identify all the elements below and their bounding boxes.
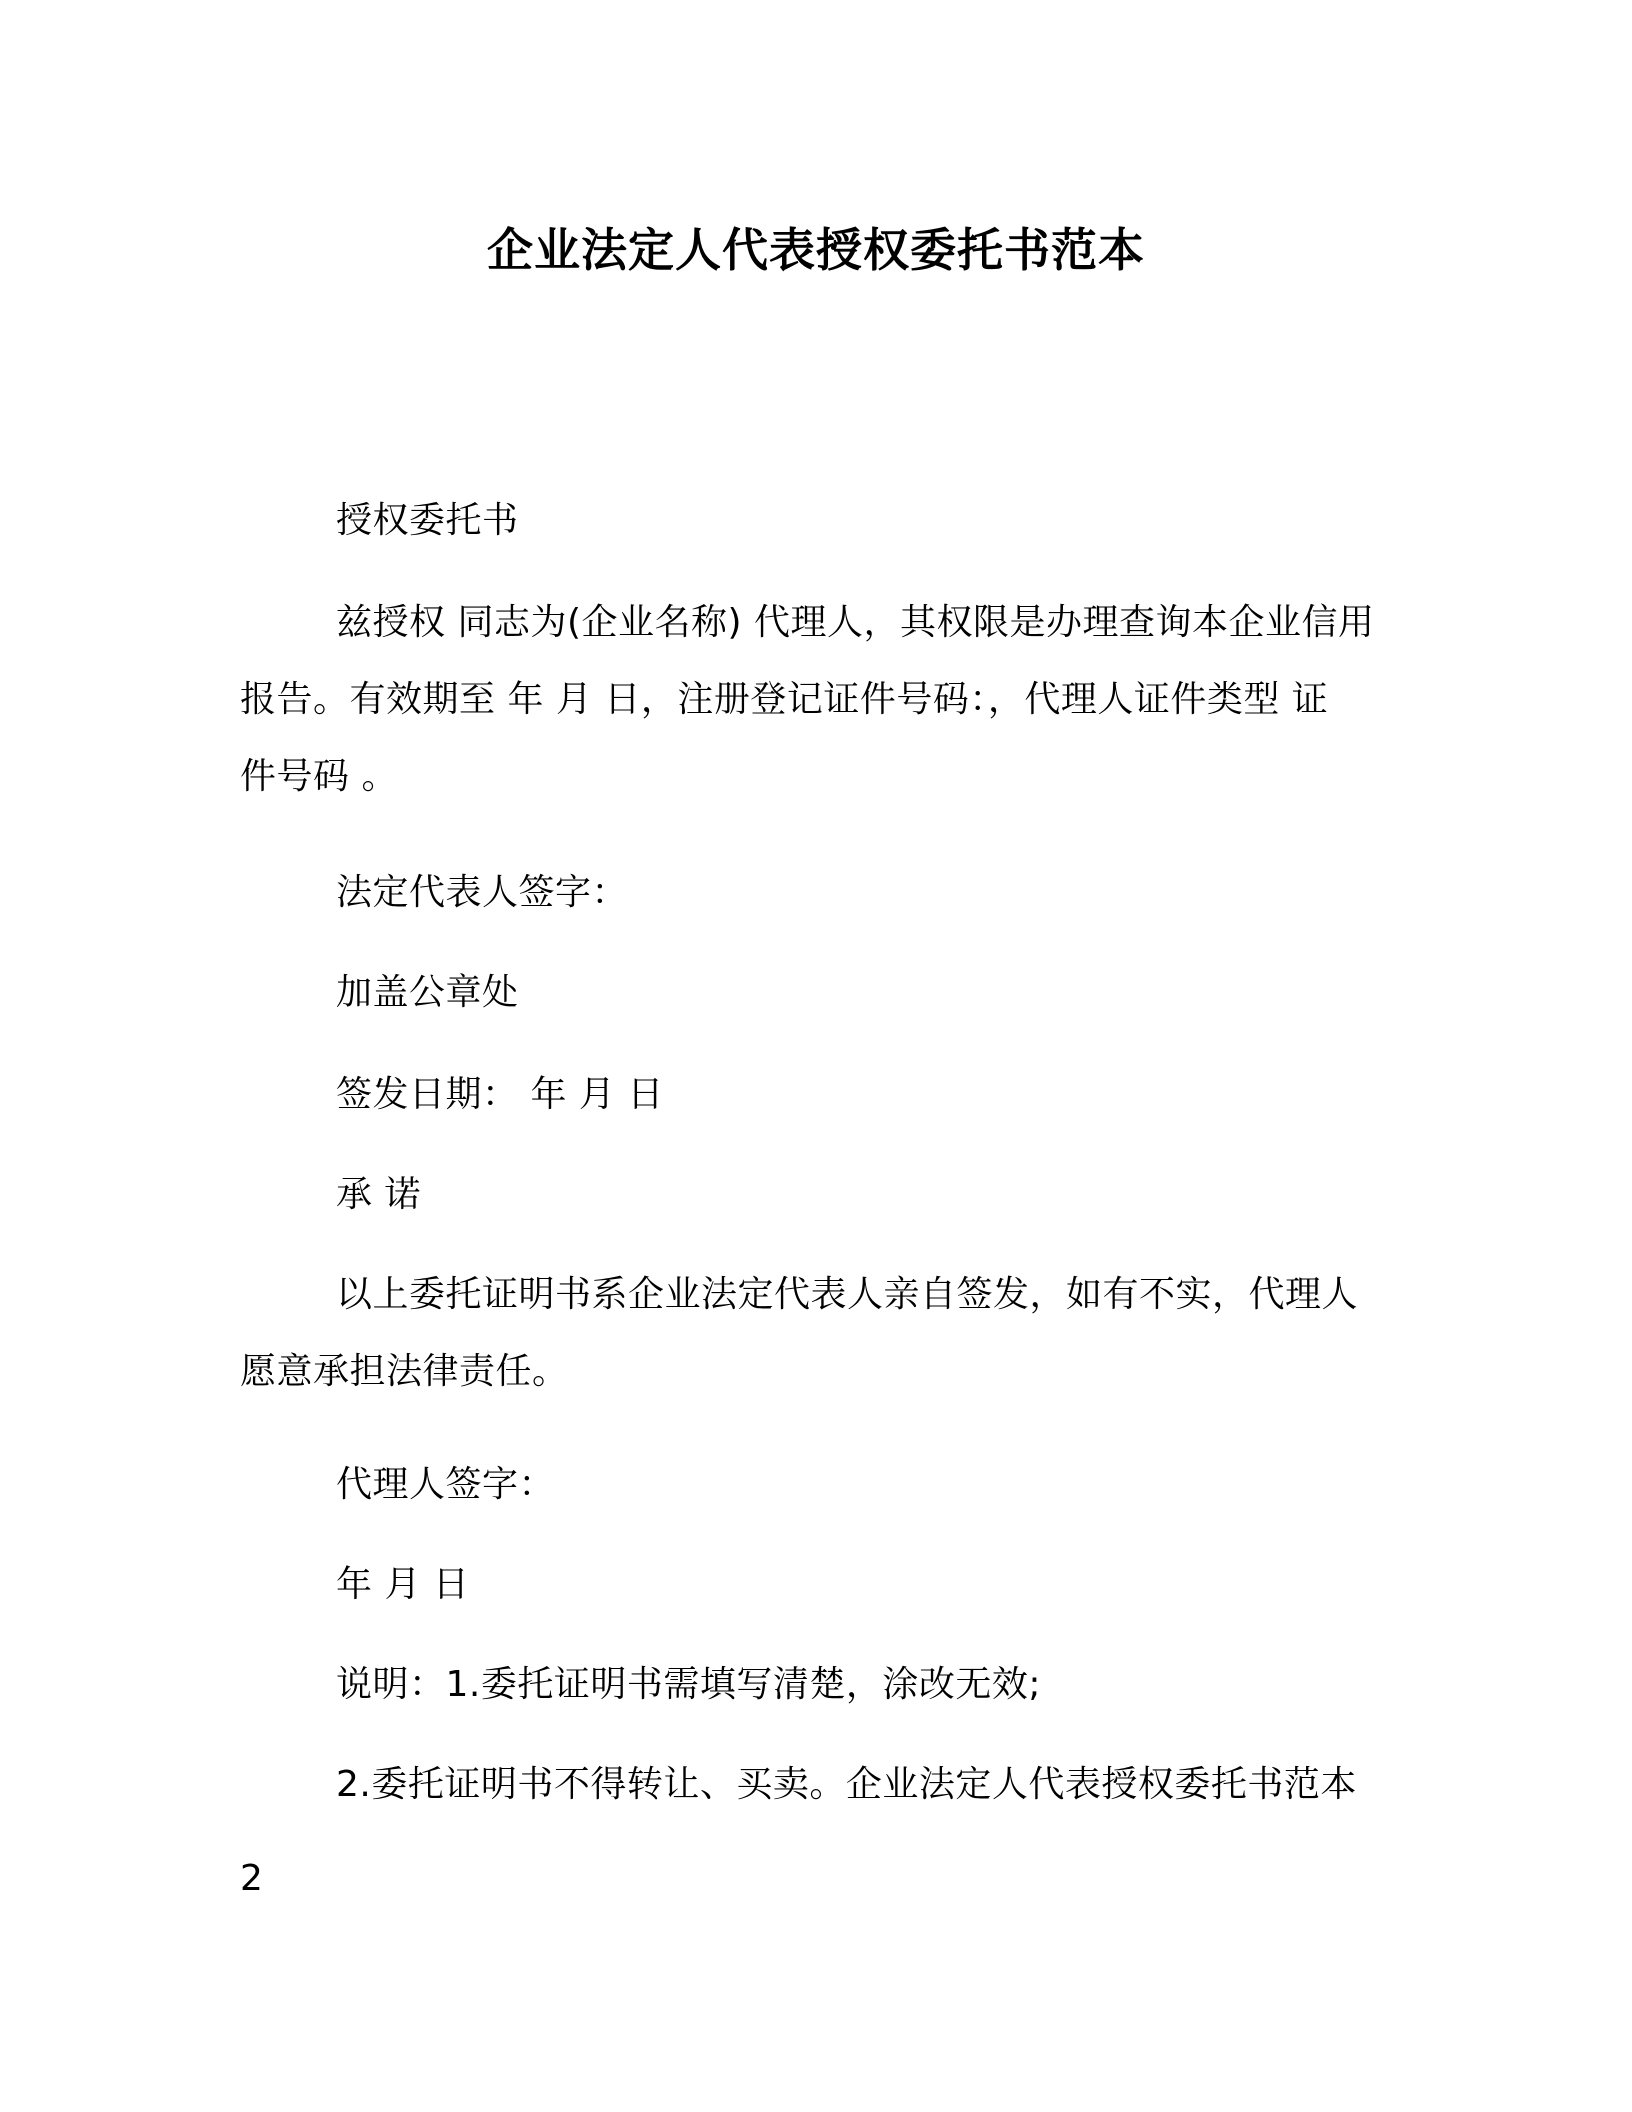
authorization-paragraph — [240, 584, 1380, 815]
agent-date-label: 年 月 日 — [336, 1564, 470, 1605]
seal-label: 加盖公章处 — [336, 972, 519, 1013]
promise-heading: 承 诺 — [336, 1174, 421, 1215]
issue-date-label: 签发日期： 年 月 日 — [336, 1074, 664, 1115]
promise-line-2: 愿意承担法律责任。 — [240, 1351, 569, 1392]
authorization-line-2: 报告。有效期至 年 月 日，注册登记证件号码：，代理人证件类型 证 — [240, 679, 1329, 720]
note-2: 2.委托证明书不得转让、买卖。企业法定人代表授权委托书范本 — [336, 1764, 1357, 1805]
page-number: 2 — [240, 1858, 263, 1899]
promise-line-1: 以上委托证明书系企业法定代表人亲自签发，如有不实，代理人 — [336, 1274, 1359, 1315]
document-title: 企业法定人代表授权委托书范本 — [487, 223, 1145, 277]
agent-signature-label: 代理人签字： — [336, 1464, 556, 1505]
promise-paragraph — [240, 1256, 1380, 1410]
legal-rep-signature-label: 法定代表人签字： — [336, 872, 629, 913]
note-1: 说明：1.委托证明书需填写清楚，涂改无效; — [336, 1664, 1041, 1705]
section-heading: 授权委托书 — [336, 500, 519, 541]
authorization-line-1: 兹授权 同志为(企业名称) 代理人，其权限是办理查询本企业信用 — [336, 602, 1375, 643]
authorization-line-3: 件号码 。 — [240, 756, 398, 797]
